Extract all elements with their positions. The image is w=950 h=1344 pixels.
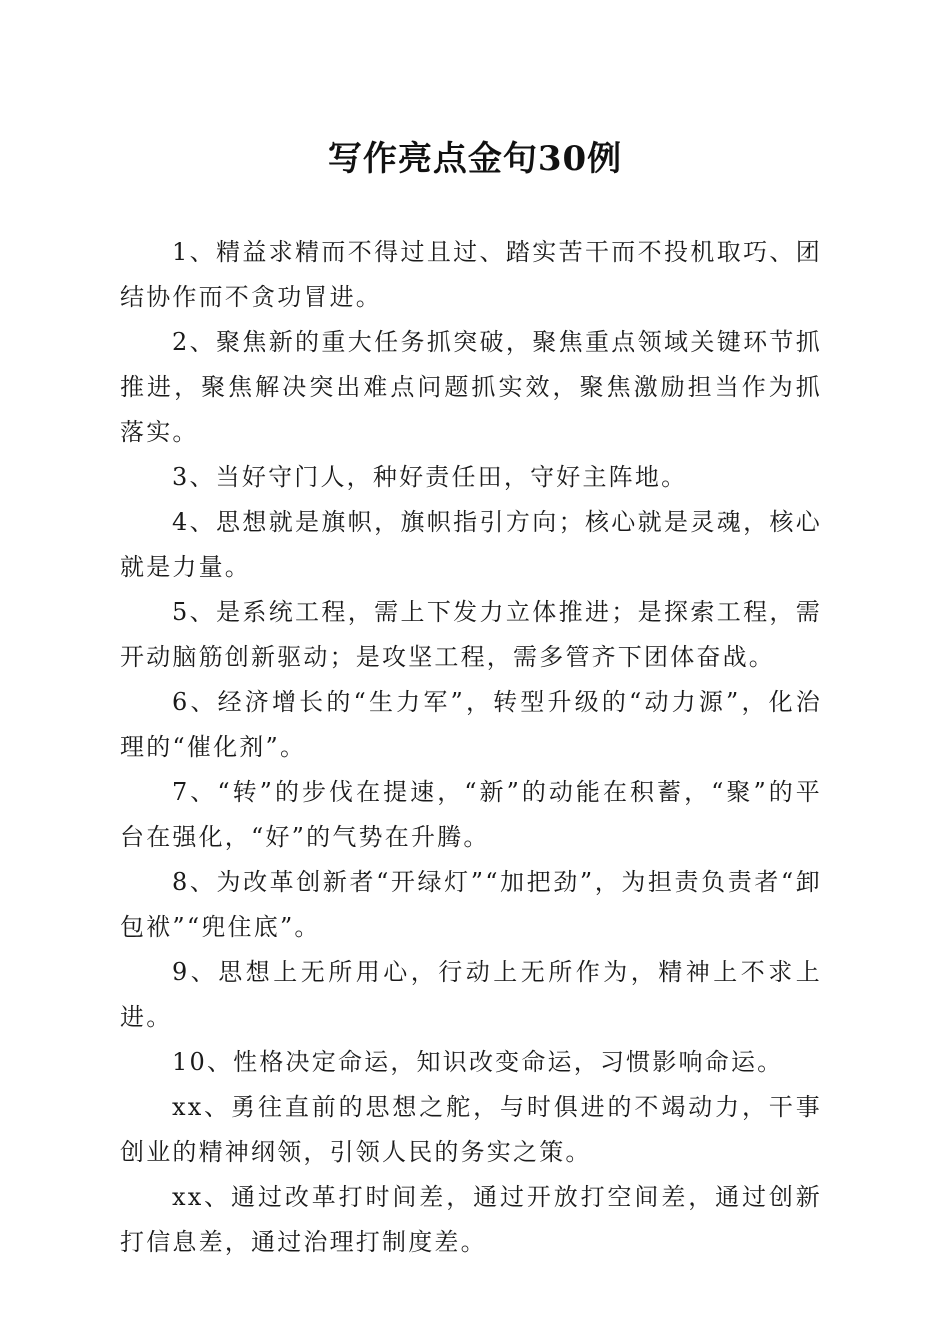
paragraph-1: 1、精益求精而不得过且过、踏实苦干而不投机取巧、团结协作而不贪功冒进。 <box>120 238 822 311</box>
document-body <box>120 230 822 1265</box>
paragraph-7: 7、“转”的步伐在提速，“新”的动能在积蓄，“聚”的平台在强化，“好”的气势在升腾。 <box>120 778 822 851</box>
paragraph-4: 4、思想就是旗帜，旗帜指引方向；核心就是灵魂，核心就是力量。 <box>120 508 822 581</box>
document-title: 写作亮点金句30例 <box>327 139 623 179</box>
paragraph-9: 9、思想上无所用心，行动上无所作为，精神上不求上进。 <box>120 958 822 1031</box>
paragraph-2: 2、聚焦新的重大任务抓突破，聚焦重点领域关键环节抓推进，聚焦解决突出难点问题抓实效，聚焦激励担当作为抓落实。 <box>120 328 822 446</box>
paragraph-8: 8、为改革创新者“开绿灯”“加把劲”，为担责负责者“卸包袱”“兜住底”。 <box>120 868 822 941</box>
paragraph-3: 3、当好守门人，种好责任田，守好主阵地。 <box>172 463 688 491</box>
paragraph-5: 5、是系统工程，需上下发力立体推进；是探索工程，需开动脑筋创新驱动；是攻坚工程，需多管齐下团体奋战。 <box>120 598 822 671</box>
paragraph-6: 6、经济增长的“生力军”，转型升级的“动力源”，化治理的“催化剂”。 <box>120 688 822 761</box>
paragraph-12: xx、通过改革打时间差，通过开放打空间差，通过创新打信息差，通过治理打制度差。 <box>120 1183 822 1256</box>
paragraph-10: 10、性格决定命运，知识改变命运，习惯影响命运。 <box>172 1048 784 1076</box>
paragraph-11: xx、勇往直前的思想之舵，与时俱进的不竭动力，干事创业的精神纲领，引领人民的务实之策。 <box>120 1093 822 1166</box>
